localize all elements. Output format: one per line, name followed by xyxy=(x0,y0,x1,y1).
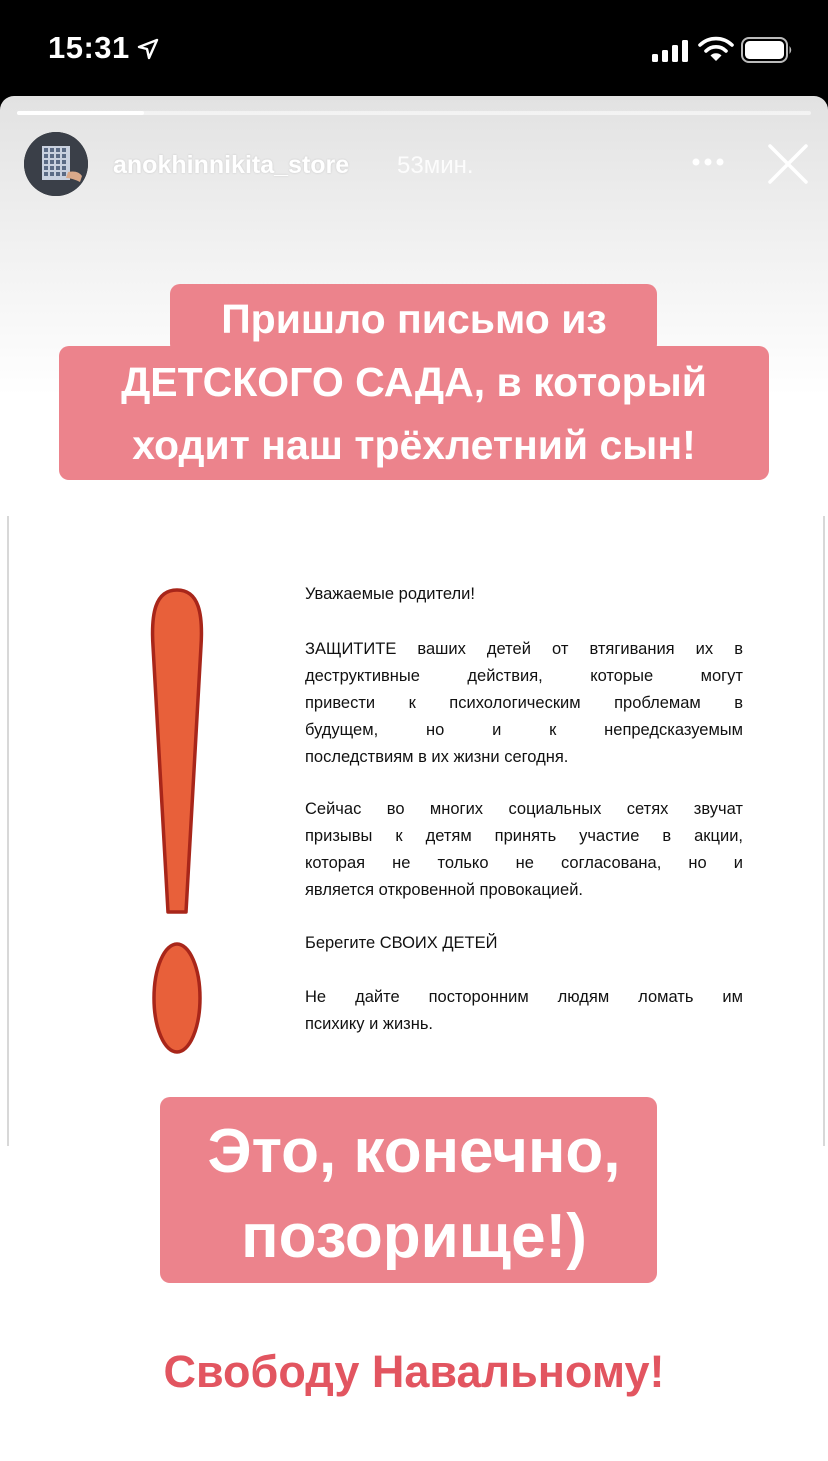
more-options-icon[interactable] xyxy=(690,156,726,168)
letter-line: деструктивные действия, которые могут xyxy=(305,667,743,685)
letter-line: которая не только не согласована, но и xyxy=(305,854,743,872)
letter-line: ЗАЩИТИТЕ ваших детей от втягивания их в xyxy=(305,640,743,658)
letter-line: является откровенной провокацией. xyxy=(305,881,584,899)
wifi-icon xyxy=(698,36,734,62)
letter-line: психику и жизнь. xyxy=(305,1015,434,1033)
letter-line: Не дайте посторонним людям ломать им xyxy=(305,988,743,1006)
caption-line: ДЕТСКОГО САДА, в который xyxy=(121,359,707,405)
battery-icon xyxy=(741,37,793,63)
final-slogan: Свободу Навальному! xyxy=(163,1346,665,1397)
story-progress-fill xyxy=(17,111,144,115)
caption-line: позорище!) xyxy=(241,1202,587,1271)
letter-line: привести к психологическим проблемам в xyxy=(305,694,743,712)
close-icon[interactable] xyxy=(766,142,810,186)
story-progress-bar xyxy=(17,111,811,115)
letter-greeting: Уважаемые родители! xyxy=(305,585,475,603)
story-username[interactable]: anokhinnikita_store xyxy=(113,151,350,179)
letter-line: Сейчас во многих социальных сетях звучат xyxy=(305,800,743,818)
letter-line: будущем, но и к непредсказуемым xyxy=(305,721,743,739)
caption-line: Это, конечно, xyxy=(207,1117,621,1186)
avatar[interactable] xyxy=(24,132,88,196)
letter-paragraph-3: Берегите СВОИХ ДЕТЕЙ xyxy=(305,934,498,952)
location-arrow-icon xyxy=(137,38,159,60)
letter-line: призывы к детям принять участие в акции, xyxy=(305,827,743,845)
story-view[interactable] xyxy=(0,96,828,1461)
cellular-signal-icon xyxy=(652,40,690,62)
letter-line: последствиям в их жизни сегодня. xyxy=(305,748,569,766)
letter-document xyxy=(7,516,825,1146)
status-bar xyxy=(0,0,828,100)
exclamation-mark-icon xyxy=(147,586,207,1056)
status-time: 15:31 xyxy=(48,30,130,65)
caption-line: Пришло письмо из xyxy=(221,296,607,342)
letter-paragraph-2 xyxy=(305,796,743,904)
story-time-ago: 53мин. xyxy=(397,152,474,179)
avatar-image xyxy=(24,132,88,196)
caption-line: ходит наш трёхлетний сын! xyxy=(132,422,696,468)
letter-paragraph-4 xyxy=(305,984,743,1038)
letter-paragraph-1 xyxy=(305,636,743,771)
